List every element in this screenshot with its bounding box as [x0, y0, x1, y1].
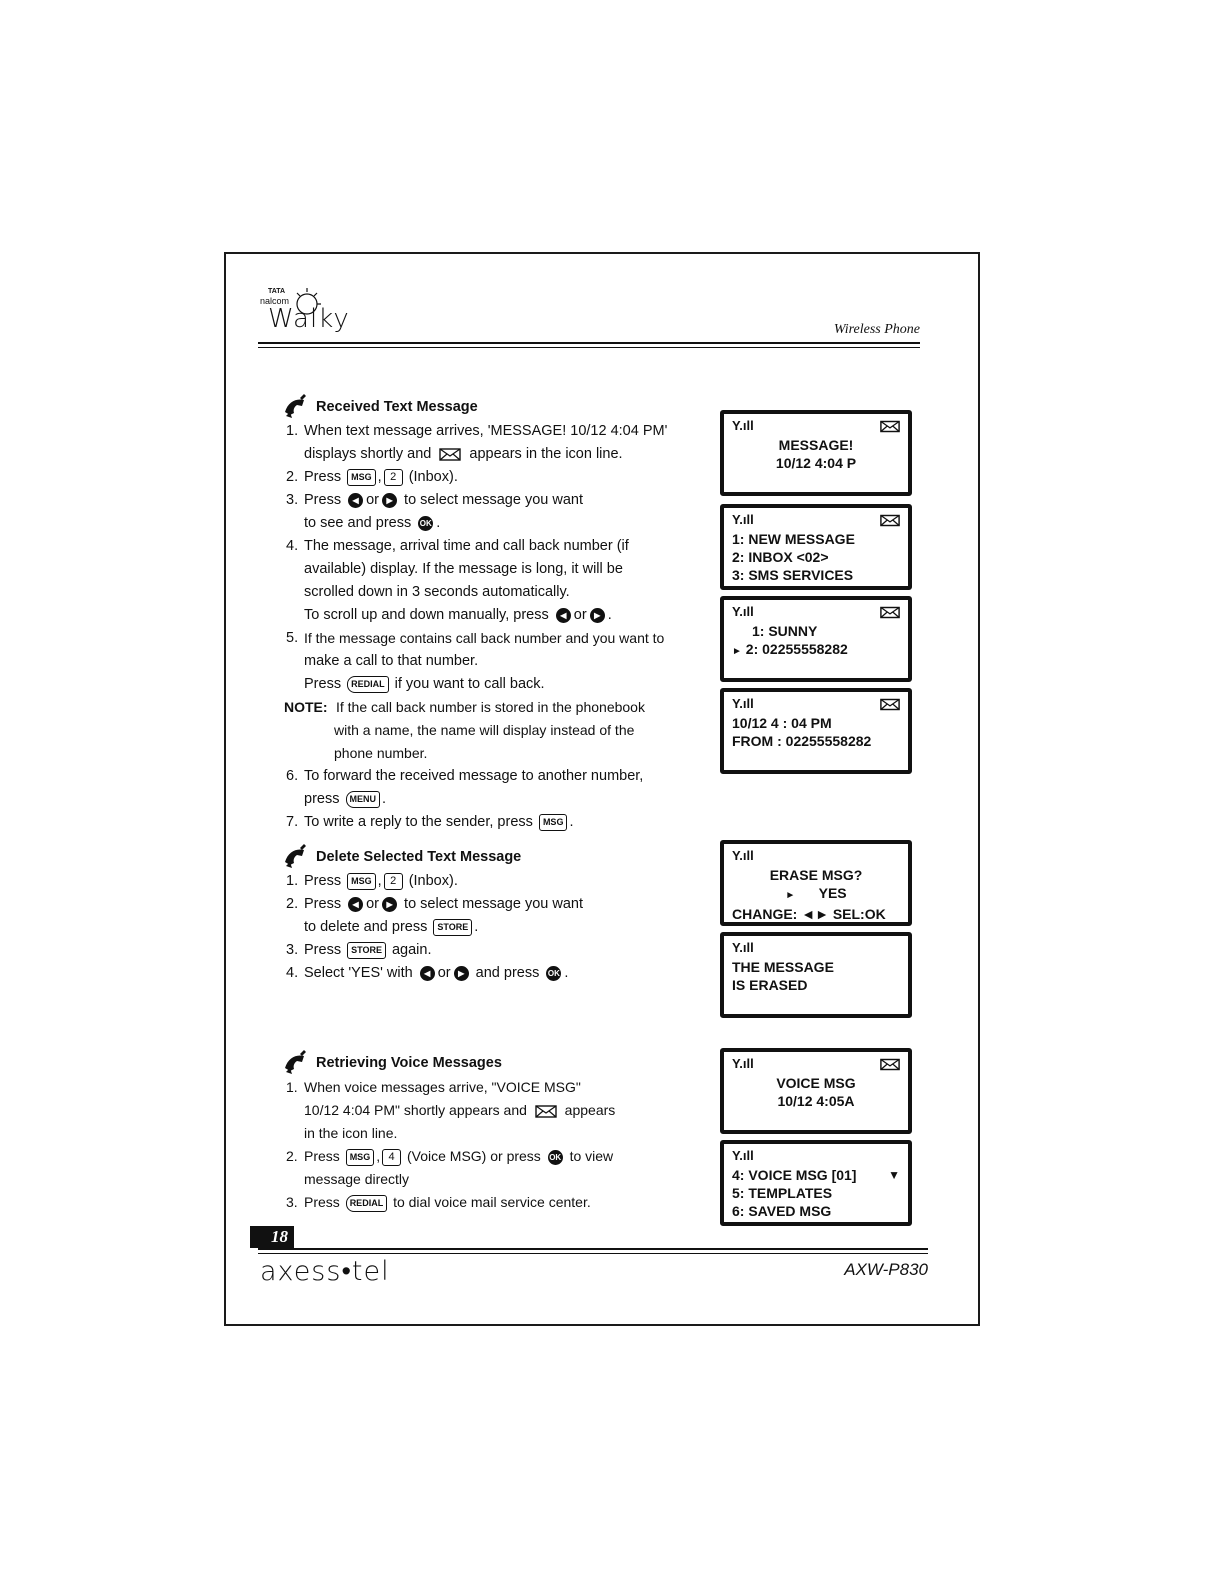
signal-icon: Y.ıll — [732, 1056, 754, 1071]
lcd-line: IS ERASED — [732, 977, 808, 993]
step-number: 4. — [286, 538, 299, 554]
step-text: appears — [564, 1102, 616, 1118]
store-key-icon: STORE — [347, 942, 386, 959]
lcd-line: FROM : 02255558282 — [732, 733, 872, 749]
signal-icon: Y.ıll — [732, 848, 754, 863]
phone-handset-icon — [282, 394, 310, 420]
step-3: 3. Press ◀ or ▶ to select message you want to see and press OK . — [282, 489, 722, 535]
header-rule — [258, 342, 920, 344]
signal-icon: Y.ıll — [732, 940, 754, 955]
step-4: 4. Select 'YES' with ◀ or ▶ and press OK . — [282, 962, 722, 985]
manual-page — [224, 252, 980, 1326]
section-received-text-message — [282, 394, 722, 834]
section-heading — [282, 844, 722, 870]
step-text: Press — [304, 1148, 340, 1164]
note-text: with a name, the name will display instead of the — [334, 722, 635, 738]
right-nav-key-icon: ▶ — [382, 493, 397, 508]
signal-icon: Y.ıll — [732, 1148, 754, 1163]
step-text: appears in the icon line. — [469, 446, 623, 462]
step-text: press — [304, 791, 340, 807]
msg-key-icon: MSG — [539, 814, 568, 831]
step-text: to delete and press — [304, 919, 428, 935]
step-2: 2. Press MSG , 2 (Inbox). — [282, 466, 722, 489]
step-text: to view — [569, 1148, 614, 1164]
scroll-down-icon: ▼ — [888, 1168, 900, 1182]
step-number: 2. — [286, 896, 299, 912]
step-3 — [282, 1191, 722, 1214]
lcd-line: MESSAGE! — [778, 437, 854, 453]
lcd-line: THE MESSAGE — [732, 959, 834, 975]
logo-nalco-text: nalcom — [260, 296, 290, 306]
step-text: to select message you want — [404, 492, 583, 508]
envelope-icon — [535, 1105, 557, 1118]
step-1: 1. Press MSG , 2 (Inbox). — [282, 870, 722, 893]
lcd-screen-voice-msg — [720, 1048, 912, 1134]
lcd-screen-detail — [720, 688, 912, 774]
step-number: 3. — [286, 942, 299, 958]
lcd-screen-erased — [720, 932, 912, 1018]
lcd-line: CHANGE: ◄► SEL:OK — [732, 906, 886, 922]
step-text: again. — [391, 942, 432, 958]
signal-icon: Y.ıll — [732, 512, 754, 527]
phone-handset-icon — [282, 844, 310, 870]
step-2: 2. Press ◀ or ▶ to select message you want to delete and press STORE . — [282, 893, 722, 939]
step-number: 6. — [286, 768, 299, 784]
note — [282, 696, 722, 765]
step-text: (Inbox). — [408, 873, 458, 889]
step-2: 2. Press MSG , 4 (Voice MSG) or press OK to view message directly — [282, 1145, 722, 1191]
envelope-icon — [880, 606, 900, 619]
lcd-line: 1: SUNNY — [752, 623, 818, 639]
step-text: To forward the received message to another number, — [304, 768, 644, 784]
store-key-icon: STORE — [433, 919, 472, 936]
step-text: to select message you want — [404, 896, 583, 912]
step-text: Press — [304, 492, 342, 508]
lcd-line: 2: 02255558282 — [745, 641, 848, 657]
model-number: AXW-P830 — [844, 1260, 928, 1279]
left-nav-key-icon: ◀ — [348, 493, 363, 508]
lcd-line: 4: VOICE MSG [01] — [732, 1167, 857, 1183]
step-number: 1. — [286, 423, 299, 439]
step-text: Press — [304, 896, 342, 912]
step-7: 7. To write a reply to the sender, press MSG . — [282, 811, 722, 834]
ok-key-icon: OK — [546, 966, 561, 981]
section-delete-text-message — [282, 844, 722, 985]
note-text: If the call back number is stored in the phonebook — [336, 699, 645, 715]
logo-tata-text: TATA — [268, 288, 286, 295]
key-4-icon: 4 — [382, 1149, 401, 1166]
step-text: or — [437, 965, 451, 981]
footer-rule — [258, 1248, 928, 1250]
step-text: Press — [304, 469, 342, 485]
envelope-icon — [880, 420, 900, 433]
lcd-line: ERASE MSG? — [769, 867, 863, 883]
step-text: displays shortly and — [304, 446, 432, 462]
logo-walky-text: Walky — [268, 304, 350, 334]
lcd-screen-inbox — [720, 596, 912, 682]
lcd-line: VOICE MSG — [776, 1075, 856, 1091]
step-1 — [282, 1076, 722, 1145]
left-nav-key-icon: ◀ — [348, 897, 363, 912]
redial-key-icon: REDIAL — [347, 676, 389, 693]
selection-arrow-icon: ► — [732, 646, 742, 657]
right-nav-key-icon: ▶ — [382, 897, 397, 912]
lcd-line: 6: SAVED MSG — [732, 1203, 832, 1219]
step-6: 6. To forward the received message to another number, press MENU . — [282, 765, 722, 811]
step-text: or — [366, 896, 380, 912]
right-nav-key-icon: ▶ — [454, 966, 469, 981]
section-title: Retrieving Voice Messages — [316, 1054, 502, 1071]
step-text: When text message arrives, 'MESSAGE! 10/12 4:04 PM' — [304, 423, 668, 439]
section-title: Received Text Message — [316, 398, 478, 415]
lcd-line: 10/12 4 : 04 PM — [732, 715, 832, 731]
section-heading — [282, 1050, 722, 1076]
msg-key-icon: MSG — [346, 1149, 375, 1166]
step-text: to see and press — [304, 515, 412, 531]
section-heading — [282, 394, 722, 420]
note-text: phone number. — [334, 745, 428, 761]
right-nav-key-icon: ▶ — [590, 608, 605, 623]
lcd-line: 10/12 4:04 P — [775, 455, 857, 471]
note-label: NOTE: — [284, 699, 328, 715]
footer-rule-thin — [258, 1253, 928, 1254]
step-5 — [282, 627, 722, 696]
step-number: 1. — [286, 873, 299, 889]
step-text: Press — [304, 873, 342, 889]
phone-handset-icon — [282, 1050, 310, 1076]
step-text: Press — [304, 1194, 340, 1210]
step-text: Select 'YES' with — [304, 965, 413, 981]
envelope-icon — [880, 698, 900, 711]
step-number: 5. — [286, 630, 299, 646]
header-title: Wireless Phone — [833, 322, 920, 337]
left-nav-key-icon: ◀ — [556, 608, 571, 623]
section-title: Delete Selected Text Message — [316, 848, 522, 865]
lcd-line: 3: SMS SERVICES — [732, 567, 854, 583]
step-4: 4. The message, arrival time and call back number (if available) display. If the message is long, it will be scrolled down in 3 seconds automatically. To scroll up and down manually, press ◀ or ▶ . — [282, 535, 722, 627]
key-2-icon: 2 — [384, 469, 403, 486]
section-retrieving-voice-messages — [282, 1050, 722, 1214]
envelope-icon — [880, 1058, 900, 1071]
page-number: 18 — [250, 1226, 294, 1248]
step-text: available) display. If the message is long, it will be — [304, 561, 623, 577]
step-text: message directly — [304, 1171, 410, 1187]
step-text: to dial voice mail service center. — [393, 1194, 591, 1210]
key-2-icon: 2 — [384, 873, 403, 890]
lcd-screen-erase — [720, 840, 912, 926]
signal-icon: Y.ıll — [732, 696, 754, 711]
signal-icon: Y.ıll — [732, 604, 754, 619]
step-text: scrolled down in 3 seconds automatically. — [304, 584, 570, 600]
step-text: (Inbox). — [408, 469, 458, 485]
step-text: If the message contains call back number and you want to — [304, 630, 665, 646]
lcd-line: 5: TEMPLATES — [732, 1185, 833, 1201]
step-text: or — [366, 492, 380, 508]
step-text: (Voice MSG) or press — [406, 1148, 541, 1164]
envelope-icon — [880, 514, 900, 527]
step-text: and press — [475, 965, 540, 981]
step-text: When voice messages arrive, "VOICE MSG" — [304, 1079, 581, 1095]
envelope-icon — [439, 448, 461, 461]
step-text: make a call to that number. — [304, 653, 479, 669]
menu-key-icon: MENU — [346, 791, 381, 808]
step-text: To write a reply to the sender, press — [304, 814, 533, 830]
lcd-screen-menu — [720, 504, 912, 590]
msg-key-icon: MSG — [347, 469, 376, 486]
lcd-screen-voice-menu — [720, 1140, 912, 1226]
left-nav-key-icon: ◀ — [420, 966, 435, 981]
step-text: if you want to call back. — [394, 676, 545, 692]
selection-arrow-icon: ► — [785, 890, 796, 901]
lcd-line: YES — [818, 885, 847, 901]
step-text: in the icon line. — [304, 1125, 398, 1141]
lcd-line: 2: INBOX <02> — [732, 549, 829, 565]
header-rule-thin — [258, 347, 920, 348]
step-3 — [282, 939, 722, 962]
step-number: 4. — [286, 965, 299, 981]
walky-logo — [256, 276, 366, 338]
signal-icon: Y.ıll — [732, 418, 754, 433]
redial-key-icon: REDIAL — [346, 1195, 388, 1212]
step-text: To scroll up and down manually, press — [304, 607, 549, 623]
step-1 — [282, 420, 722, 466]
step-number: 2. — [286, 1148, 298, 1164]
step-number: 7. — [286, 814, 299, 830]
msg-key-icon: MSG — [347, 873, 376, 890]
ok-key-icon: OK — [418, 516, 433, 531]
ok-key-icon: OK — [548, 1150, 563, 1165]
step-number: 3. — [286, 1194, 298, 1210]
step-text-line2 — [304, 443, 722, 466]
step-text: The message, arrival time and call back number (if — [304, 538, 629, 554]
lcd-line: 1: NEW MESSAGE — [732, 531, 855, 547]
step-number: 3. — [286, 492, 299, 508]
lcd-screen-message — [720, 410, 912, 496]
step-text: or — [573, 607, 587, 623]
step-text: Press — [304, 942, 342, 958]
step-number: 2. — [286, 469, 299, 485]
step-number: 1. — [286, 1079, 298, 1095]
brand-logo: axess•tel — [260, 1256, 390, 1287]
step-text: 10/12 4:04 PM" shortly appears and — [304, 1102, 527, 1118]
step-text: Press — [304, 676, 342, 692]
lcd-line: 10/12 4:05A — [777, 1093, 855, 1109]
